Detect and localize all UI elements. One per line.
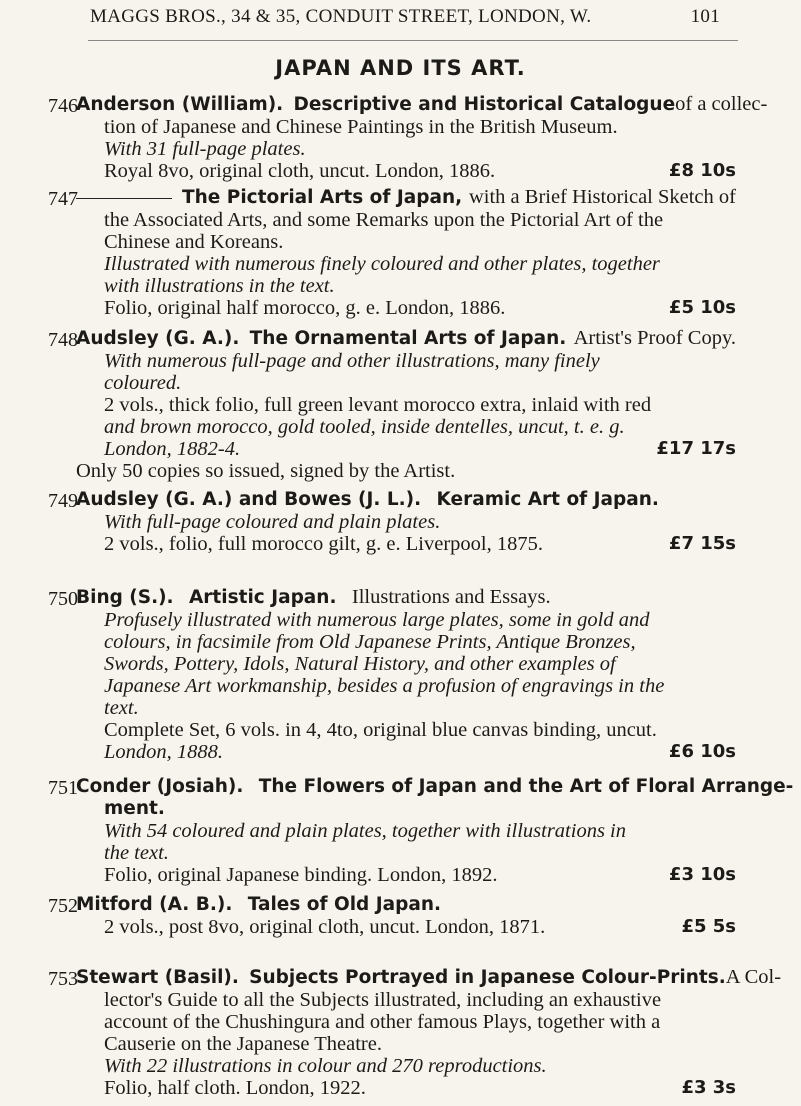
entry-text: of a collec- [675,93,768,115]
entry-text: With 22 illustrations in colour and 270 reproductions. [104,1055,547,1077]
entry-number: 751 [48,777,78,799]
entry-title: Artistic Japan. [188,587,337,608]
entry-body [76,966,782,1099]
entry-title: The Ornamental Arts of Japan. [249,328,567,349]
entry-number: 747 [48,188,78,210]
entry-text: With 54 coloured and plain plates, together with illustrations in [104,820,626,842]
entry-text: Complete Set, 6 vols. in 4, 4to, original blue canvas binding, uncut. [104,719,657,741]
entry-body [76,775,794,886]
entry-number: 746 [48,95,78,117]
entry-text: the text. [104,842,169,864]
entry-text: London, 1888. [104,741,224,763]
entry-imprint-line [76,741,736,763]
entry-body [76,586,736,763]
entry-text: Only 50 copies so issued, signed by the Artist. [76,460,456,482]
entry-title: Subjects Portrayed in Japanese Colour-Prints. [249,967,726,988]
entry-author: Bing (S.). [76,587,174,608]
entry-first-line [76,488,736,511]
entry-price: £3 3s [681,1077,736,1098]
entry-imprint-line [76,864,736,886]
entry-author: Mitford (A. B.). [76,894,233,915]
entry-text: 2 vols., post 8vo, original cloth, uncut. London, 1871. [104,916,546,938]
entry-text: London, 1882-4. [104,438,241,460]
entry-text: Folio, half cloth. London, 1922. [104,1077,366,1099]
entry-text: Folio, original half morocco, g. e. London, 1886. [104,297,506,319]
entry-imprint-line [76,297,736,319]
publisher-address: MAGGS BROS., 34 & 35, CONDUIT STREET, LONDON, W. [90,6,592,27]
entry-first-line [76,586,736,609]
entry-text: Causerie on the Japanese Theatre. [104,1033,382,1055]
entry-title: The Flowers of Japan and the Art of Floral Arrange- [258,776,794,797]
entry-imprint-line [76,533,736,555]
entry-imprint-line [76,160,736,182]
entry-text: Japanese Art workmanship, besides a profusion of engravings in the [104,675,665,697]
entry-number: 749 [48,490,78,512]
entry-price: £5 10s [668,297,736,318]
entry-price: £7 15s [668,533,736,554]
entry-text: 2 vols., folio, full morocco gilt, g. e. Liverpool, 1875. [104,533,543,555]
entry-text: Artist's Proof Copy. [573,327,736,349]
entry-body [76,186,736,319]
entry-text: colours, in facsimile from Old Japanese Prints, Antique Bronzes, [104,631,636,653]
entry-text: and brown morocco, gold tooled, inside dentelles, uncut, t. e. g. [104,416,625,438]
entry-body [76,893,736,938]
entry-text: Folio, original Japanese binding. London, 1892. [104,864,498,886]
entry-author: Anderson (William). [76,94,284,115]
entry-text: the Associated Arts, and some Remarks upon the Pictorial Art of the [104,209,664,231]
entry-price: £3 10s [668,864,736,885]
entry-title: Keramic Art of Japan. [436,489,659,510]
entry-text: Swords, Pottery, Idols, Natural History, and other examples of [104,653,616,675]
entry-text: with illustrations in the text. [104,275,335,297]
entry-title: The Pictorial Arts of Japan, [182,187,463,208]
page-header [90,6,720,28]
entry-text: With 31 full-page plates. [104,138,306,160]
entry-text: Chinese and Koreans. [104,231,284,253]
entry-title: Tales of Old Japan. [247,894,442,915]
entry-author: Conder (Josiah). [76,776,244,797]
entry-first-line [76,966,782,989]
entry-imprint-line [76,1077,736,1099]
page-number: 101 [690,6,720,27]
entry-text: with a Brief Historical Sketch of [468,186,736,208]
entry-text: Profusely illustrated with numerous large plates, some in gold and [104,609,650,631]
entry-price: £17 17s [656,438,736,459]
entry-author: Stewart (Basil). [76,967,239,988]
entry-imprint-line [76,916,736,938]
entry-text: Royal 8vo, original cloth, uncut. London, 1886. [104,160,496,182]
entry-text: Illustrations and Essays. [351,586,551,608]
entry-title-continued: ment. [104,798,165,819]
entry-number: 753 [48,968,78,990]
entry-price: £6 10s [668,741,736,762]
entry-text: A Col- [725,966,782,988]
entry-author: Audsley (G. A.) and Bowes (J. L.). [76,489,422,510]
entry-first-line [76,775,794,798]
entry-title: Descriptive and Historical Catalogue [293,94,676,115]
entry-first-line [76,327,736,350]
entry-text: account of the Chushingura and other famous Plays, together with a [104,1011,661,1033]
entry-first-line [76,186,736,209]
entry-number: 748 [48,329,78,351]
entry-price: £5 5s [681,916,736,937]
entry-text: With numerous full-page and other illustrations, many finely [104,350,600,372]
entry-number: 750 [48,588,78,610]
entry-text: tion of Japanese and Chinese Paintings in the British Museum. [104,116,618,138]
entry-price: £8 10s [668,160,736,181]
entry-author: Audsley (G. A.). [76,328,240,349]
entry-first-line [76,93,768,116]
entry-body [76,488,736,555]
entry-text: 2 vols., thick folio, full green levant morocco extra, inlaid with red [104,394,652,416]
ditto-dash [76,198,172,199]
entry-text: Illustrated with numerous finely coloured and other plates, together [104,253,660,275]
entry-text: lector's Guide to all the Subjects illustrated, including an exhaustive [104,989,662,1011]
header-rule [88,40,738,41]
entry-body [76,327,736,482]
entry-number: 752 [48,895,78,917]
entry-body [76,93,768,182]
section-title: JAPAN AND ITS ART. [275,56,526,80]
entry-text: coloured. [104,372,182,394]
entry-text: With full-page coloured and plain plates. [104,511,441,533]
entry-text: text. [104,697,139,719]
entry-imprint-line [76,438,736,460]
entry-first-line [76,893,736,916]
